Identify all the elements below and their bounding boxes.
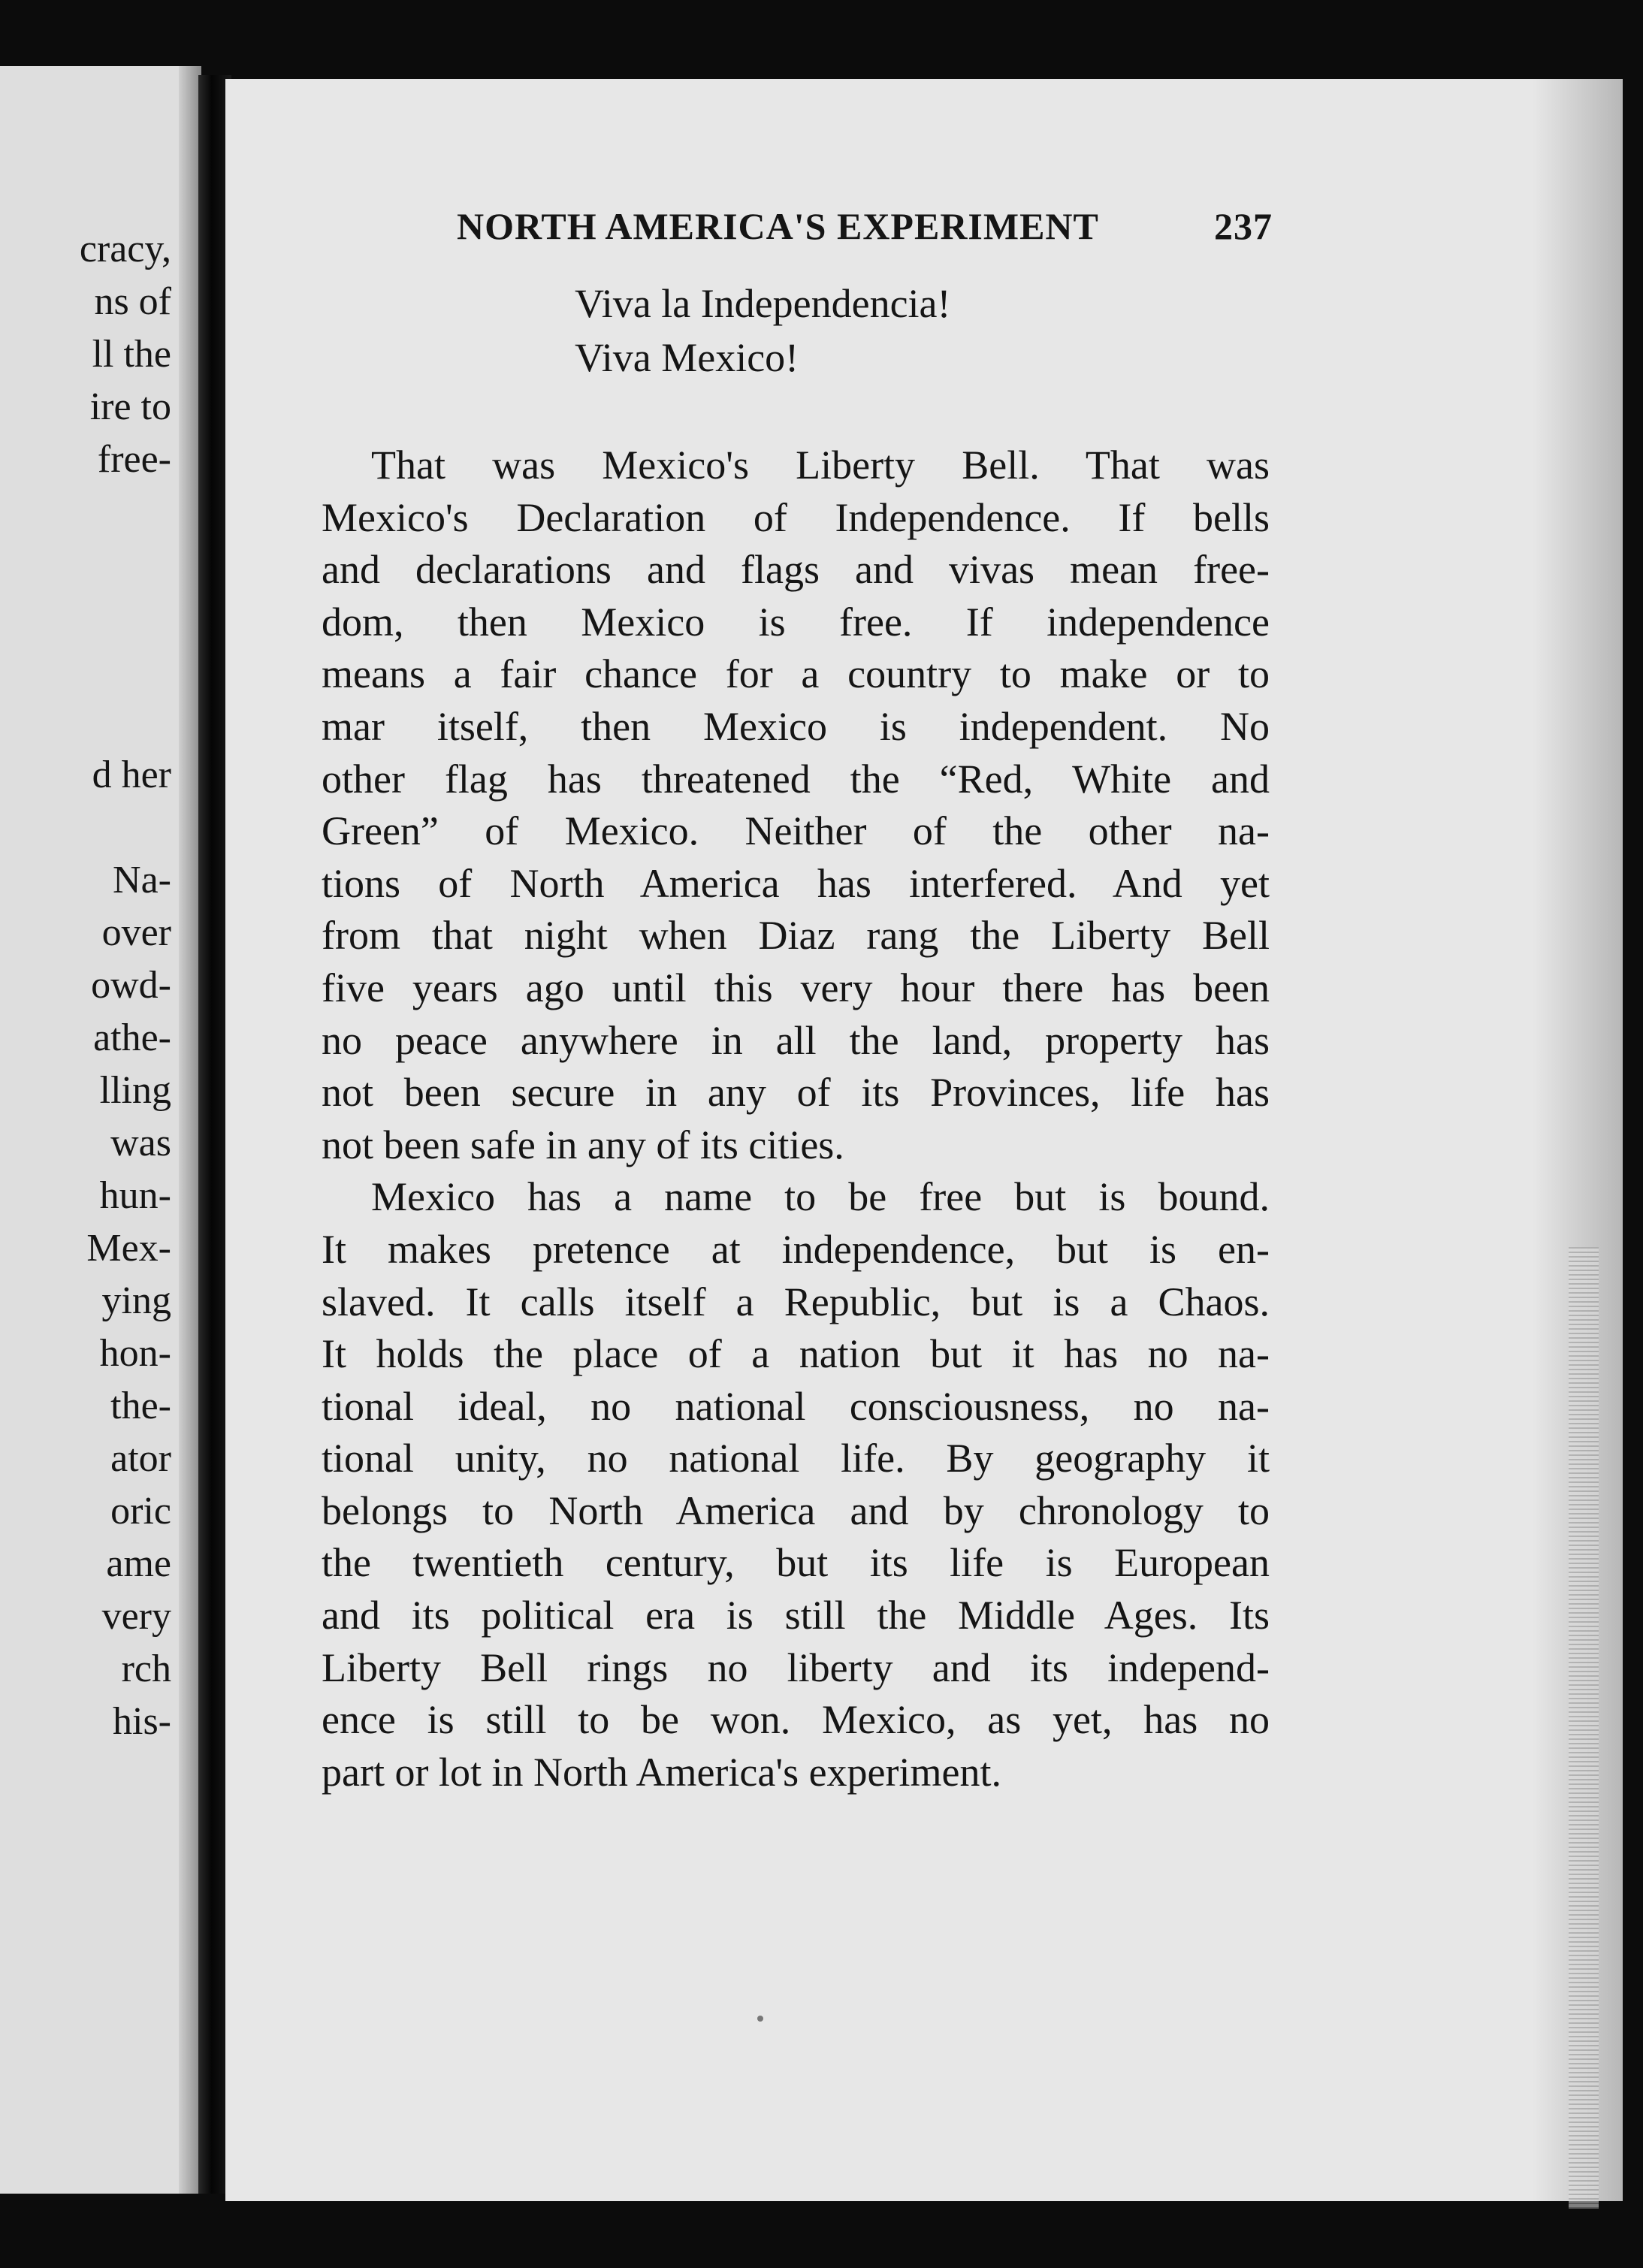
text-line: part or lot in North America's experiment. — [322, 1749, 1001, 1795]
text-line: Liberty Bell rings no liberty and its independ- — [322, 1644, 1270, 1690]
left-page-fragment: ire to — [89, 385, 171, 428]
left-page-fragment: ying — [101, 1279, 171, 1322]
left-page-fragment: ll the — [92, 333, 171, 376]
left-page-fragment: his- — [113, 1700, 171, 1743]
text-line: other flag has threatened the “Red, White and — [322, 756, 1270, 802]
verse-block — [575, 276, 951, 385]
left-page-fragment: oric — [110, 1490, 171, 1533]
text-line: means a fair chance for a country to make or to — [322, 651, 1270, 697]
left-page-fragment: cracy, — [79, 228, 171, 270]
text-line: from that night when Diaz rang the Liberty Bell — [322, 913, 1270, 959]
text-line: tions of North America has interfered. And yet — [322, 860, 1270, 906]
left-page-fragment: d her — [92, 753, 171, 796]
text-line: Green” of Mexico. Neither of the other na- — [322, 808, 1270, 854]
text-line: not been secure in any of its Provinces, life has — [322, 1070, 1270, 1116]
left-page-fragment: over — [101, 911, 171, 954]
left-page-fragment: ame — [106, 1542, 171, 1585]
text-line: not been safe in any of its cities. — [322, 1122, 844, 1167]
paragraph — [322, 1171, 1270, 1798]
left-page — [0, 66, 201, 2194]
text-line: and declarations and flags and vivas mean free- — [322, 547, 1270, 593]
text-line: Mexico's Declaration of Independence. If bells — [322, 494, 1270, 540]
left-page-fragment: rch — [121, 1647, 171, 1690]
left-page-fragment: lling — [99, 1069, 171, 1112]
text-line: ence is still to be won. Mexico, as yet, has no — [322, 1697, 1270, 1743]
left-page-fragment: hun- — [99, 1174, 171, 1217]
body-text — [322, 439, 1270, 1798]
left-page-fragment: owd- — [91, 964, 171, 1007]
left-page-fragment: Na- — [113, 859, 171, 901]
text-line: That was Mexico's Liberty Bell. That was — [371, 442, 1270, 488]
text-line: It holds the place of a nation but it has no na- — [322, 1331, 1270, 1377]
page-speck — [757, 2016, 763, 2022]
left-page-fragment: athe- — [93, 1016, 171, 1059]
left-page-fragment: the- — [110, 1385, 171, 1427]
text-line: the twentieth century, but its life is European — [322, 1540, 1270, 1586]
left-page-fragment: Mex- — [86, 1227, 171, 1270]
left-page-fragment: was — [110, 1122, 171, 1164]
left-page-fragment: hon- — [99, 1332, 171, 1375]
text-line: tional unity, no national life. By geography it — [322, 1436, 1270, 1481]
left-page-fragment: ns of — [94, 280, 171, 323]
text-line: dom, then Mexico is free. If independence — [322, 599, 1270, 645]
text-line: belongs to North America and by chronology to — [322, 1487, 1270, 1533]
left-page-fragment: very — [101, 1595, 171, 1638]
verse-line: Viva Mexico! — [575, 335, 799, 380]
left-page-fragment: ator — [110, 1437, 171, 1480]
text-line: mar itself, then Mexico is independent. No — [322, 703, 1270, 749]
text-line: tional ideal, no national consciousness, no na- — [322, 1383, 1270, 1429]
text-line: It makes pretence at independence, but is en- — [322, 1226, 1270, 1272]
paragraph — [322, 439, 1270, 1171]
page-number: 237 — [1214, 205, 1273, 247]
text-line: and its political era is still the Middle Ages. Its — [322, 1593, 1270, 1638]
text-line: Mexico has a name to be free but is bound. — [371, 1174, 1270, 1220]
text-line: slaved. It calls itself a Republic, but is a Chaos. — [322, 1279, 1270, 1324]
verse-line: Viva la Independencia! — [575, 281, 951, 326]
left-page-fragment: free- — [97, 438, 171, 481]
text-line: no peace anywhere in all the land, property has — [322, 1017, 1270, 1063]
text-line: five years ago until this very hour there has been — [322, 965, 1270, 1010]
running-head-title: NORTH AMERICA'S EXPERIMENT — [457, 205, 1099, 247]
page-edge-stack — [1569, 1247, 1599, 2209]
